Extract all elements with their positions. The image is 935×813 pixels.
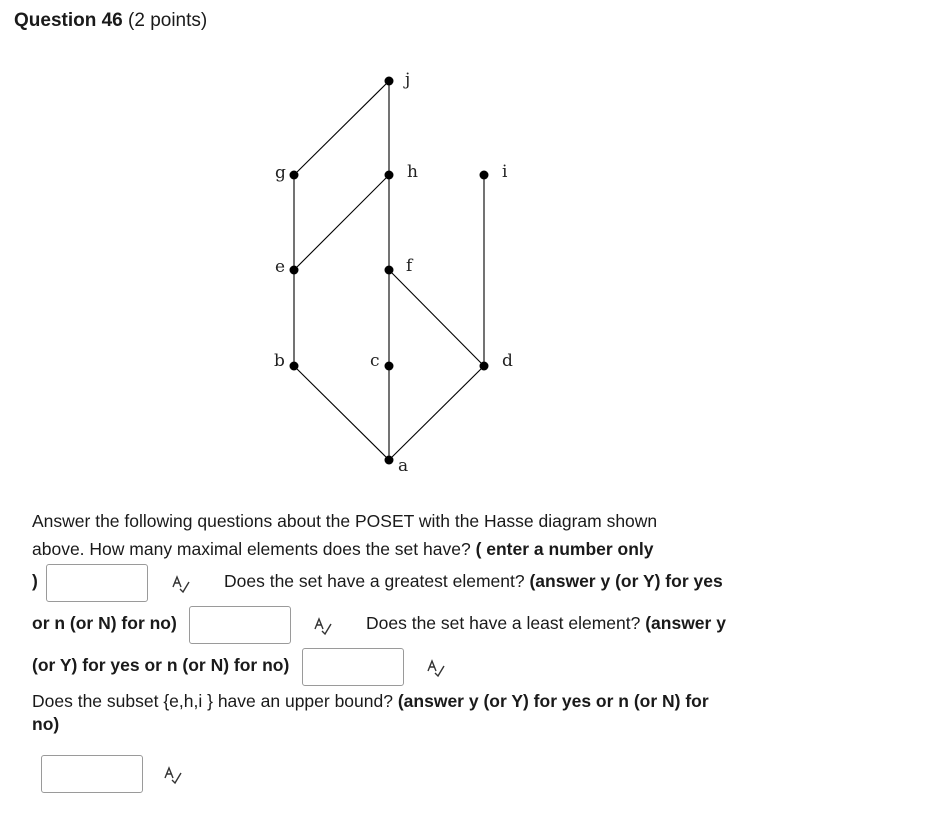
node-h — [385, 171, 394, 180]
label-a: a — [398, 456, 409, 476]
edge-a-b — [294, 366, 389, 460]
question-text-3a: ) — [32, 571, 38, 591]
question-text-q2c: or n (or N) for no) — [32, 613, 177, 633]
label-i: i — [502, 162, 508, 182]
question-text-line-3 — [32, 570, 38, 592]
label-d: d — [502, 351, 513, 371]
answer-input-upper-bound[interactable] — [41, 755, 143, 793]
question-number: Question 46 — [14, 10, 123, 31]
question-text-q3b: (answer y — [640, 613, 726, 633]
label-j: j — [405, 70, 411, 90]
spellcheck-icon[interactable] — [171, 574, 191, 594]
question-text-line-7 — [32, 713, 59, 735]
question-text-q2a: Does the set have a greatest element? — [224, 571, 525, 591]
label-e: e — [275, 257, 286, 277]
question-text-q4b: (answer y (or Y) for yes or n (or N) for — [392, 691, 709, 711]
label-b: b — [274, 351, 285, 371]
question-text-2b: ( enter a number only — [470, 539, 654, 559]
node-b — [290, 362, 299, 371]
label-c: c — [370, 351, 380, 371]
question-text-line-5 — [32, 654, 289, 676]
edge-e-h — [294, 175, 389, 270]
question-text-1: Answer the following questions about the POSET with the Hasse diagram shown — [32, 511, 658, 531]
node-d — [480, 362, 489, 371]
node-a — [385, 456, 394, 465]
edge-g-j — [294, 81, 389, 175]
label-h: h — [407, 162, 418, 182]
question-text-line-2 — [32, 538, 654, 560]
question-text-least — [366, 612, 726, 634]
node-i — [480, 171, 489, 180]
spellcheck-icon[interactable] — [163, 765, 183, 785]
label-g: g — [275, 163, 286, 183]
edge-d-f — [389, 270, 484, 366]
question-text-line-1 — [32, 510, 657, 532]
node-f — [385, 266, 394, 275]
label-f: f — [406, 256, 413, 276]
question-text-2a: above. How many maximal elements does the set have? — [32, 539, 471, 559]
question-text-q3c: (or Y) for yes or n (or N) for no) — [32, 655, 290, 675]
question-text-line-6 — [32, 690, 709, 712]
answer-input-maximal-count[interactable] — [46, 564, 148, 602]
question-points: (2 points) — [128, 10, 208, 31]
node-j — [385, 77, 394, 86]
node-e — [290, 266, 299, 275]
node-c — [385, 362, 394, 371]
question-text-q4c: no) — [32, 714, 60, 734]
node-g — [290, 171, 299, 180]
question-text-line-4 — [32, 612, 177, 634]
question-text-q3a: Does the set have a least element? — [366, 613, 641, 633]
answer-input-greatest-element[interactable] — [189, 606, 291, 644]
edge-a-d — [389, 366, 484, 460]
spellcheck-icon[interactable] — [313, 616, 333, 636]
question-text-greatest — [224, 570, 723, 592]
question-text-q2b: (answer y (or Y) for yes — [524, 571, 723, 591]
answer-input-least-element[interactable] — [302, 648, 404, 686]
spellcheck-icon[interactable] — [426, 658, 446, 678]
question-text-q4a: Does the subset {e,h,i } have an upper bound? — [32, 691, 393, 711]
